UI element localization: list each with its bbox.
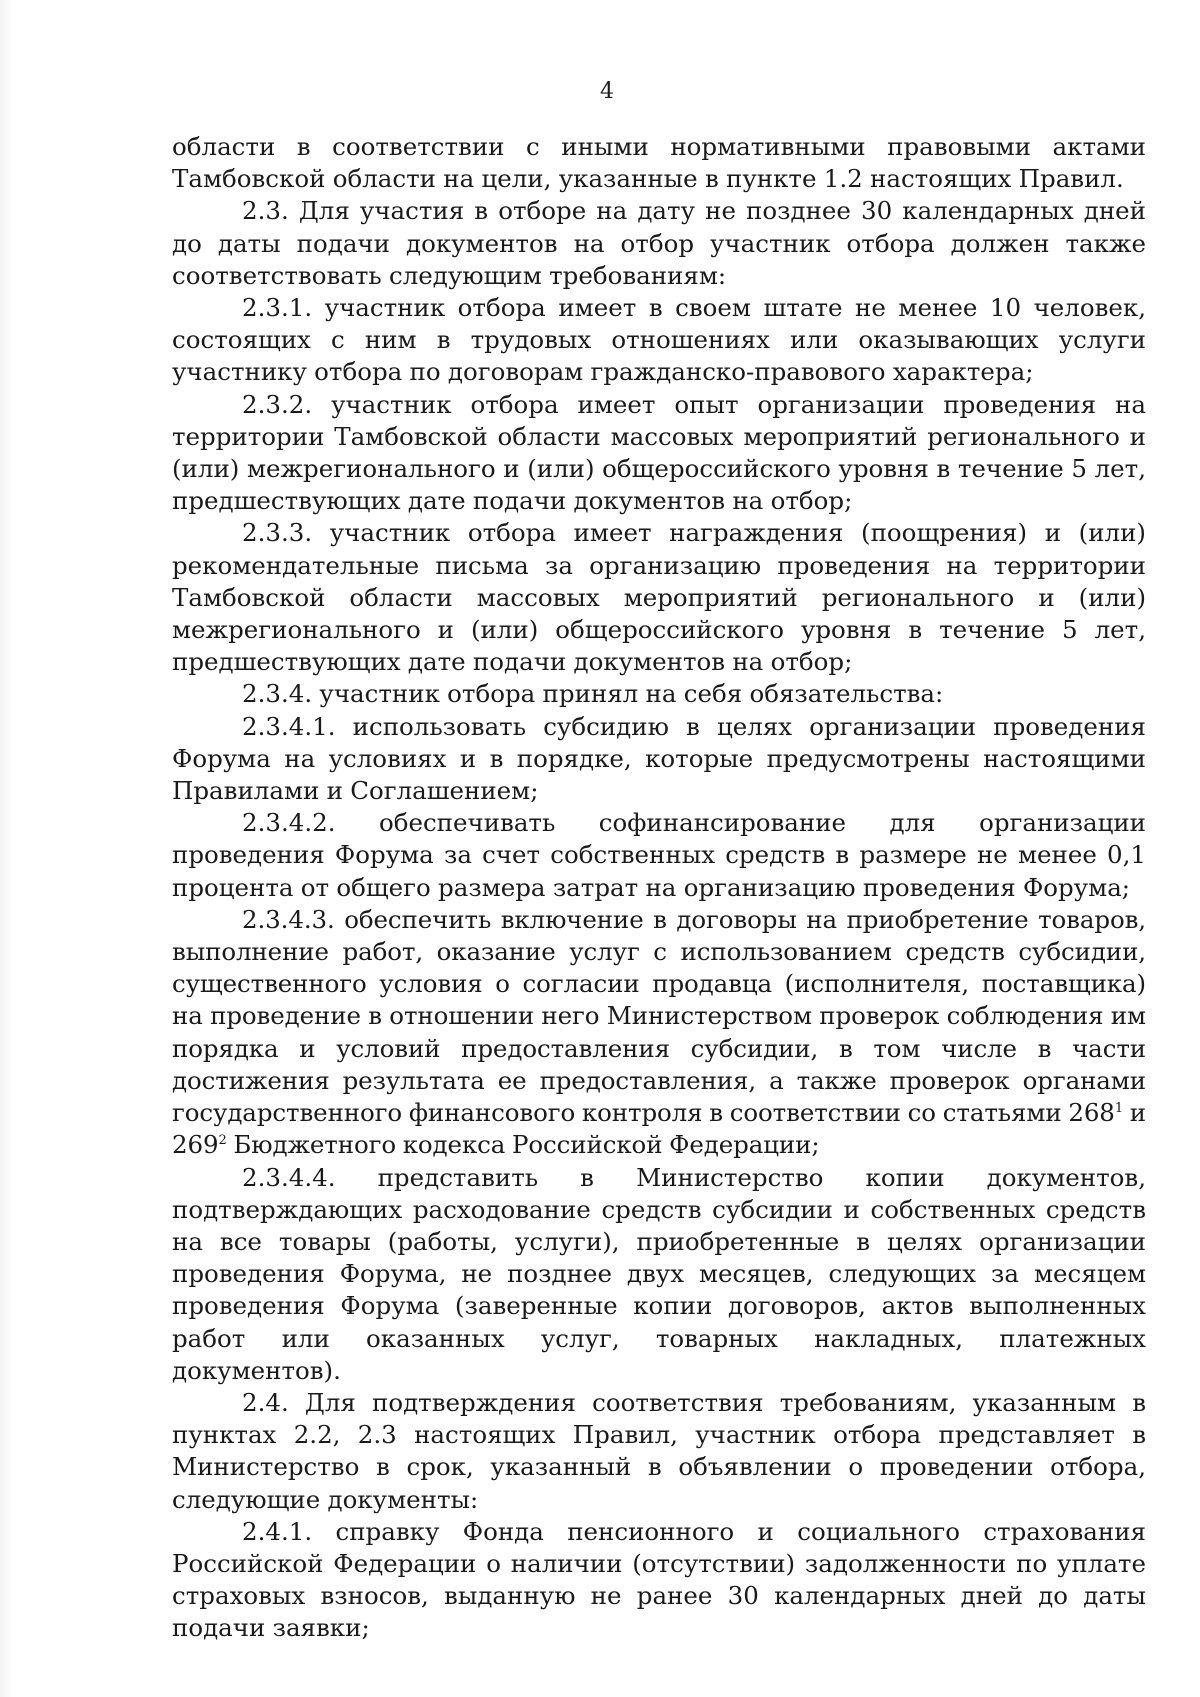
paragraph-2-3-4: 2.3.4. участник отбора принял на себя обязательства: (242, 679, 944, 709)
paragraph-2-3-4-3-text-start: 2.3.4.3. обеспечить включение в договоры на приобретение товаров, выполнение работ, оказание услуг с использованием средств субсидии, существенного условия о согласии продавца (исполнителя, поставщика) на проведение в отношении него Министерством проверок соблюдения им порядка и условий предоставления субсидии, в том числе в части достижения результата ее предоставления, а также проверок органами государственного финансового контроля в соответствии со статьями 268 (172, 904, 1146, 1128)
paragraph-2-3-4-3-text-mid: и 269 (172, 1098, 1146, 1160)
paragraph-2-3-1: 2.3.1. участник отбора имеет в своем штате не менее 10 человек, состоящих с ним в трудовых отношениях или оказывающих услуги участнику отбора по договорам гражданско-правового характера; (172, 293, 1146, 387)
footnote-marker-268: 1 (1114, 1101, 1123, 1116)
paragraph-2-3-4-1: 2.3.4.1. использовать субсидию в целях организации проведения Форума на условиях и в порядке, которые предусмотрены настоящими Правилами и Соглашением; (172, 711, 1146, 806)
paragraph-2-3-4-2: 2.3.4.2. обеспечивать софинансирование для организации проведения Форума за счет собственных средств в размере не менее 0,1 процента от общего размера затрат на организацию проведения Форума; (172, 808, 1146, 902)
paragraph-2-3-3: 2.3.3. участник отбора имеет награждения (поощрения) и (или) рекомендательные письма за организацию проведения на территории Тамбовской области массовых мероприятий регионального и (или) межрегионального и (или) общероссийского уровня в течение 5 лет, предшествующих дате подачи документов на отбор; (172, 518, 1146, 677)
page-number: 4 (600, 79, 614, 104)
page-edge-shadow (0, 0, 14, 1697)
paragraph-2-4: 2.4. Для подтверждения соответствия требованиям, указанным в пунктах 2.2, 2.3 настоящих Правил, участник отбора представляет в Министерство в срок, указанный в объявлении о проведении отбора, следующие документы: (172, 1387, 1146, 1514)
paragraph-2-3-4-4: 2.3.4.4. представить в Министерство копии документов, подтверждающих расходование средств субсидии и собственных средств на все товары (работы, услуги), приобретенные в целях организации проведения Форума, не позднее двух месяцев, следующих за месяцем проведения Форума (заверенные копии договоров, актов выполненных работ или оказанных услуг, товарных накладных, платежных документов). (172, 1162, 1146, 1385)
paragraph-2-3-2: 2.3.2. участник отбора имеет опыт организации проведения на территории Тамбовской области массовых мероприятий регионального и (или) межрегионального и (или) общероссийского уровня в течение 5 лет, предшествующих дате подачи документов на отбор; (172, 389, 1146, 516)
footnote-marker-269: 2 (218, 1133, 227, 1149)
paragraph-2-3-4-3 (172, 904, 1146, 1162)
paragraph-2-4-1: 2.4.1. справку Фонда пенсионного и социального страхования Российской Федерации о наличии (отсутствии) задолженности по уплате страховых взносов, выданную не ранее 30 календарных дней до даты подачи заявки; (172, 1516, 1146, 1643)
paragraph-2-3: 2.3. Для участия в отборе на дату не позднее 30 календарных дней до даты подачи документов на отбор участник отбора должен также соответствовать следующим требованиям: (172, 196, 1146, 290)
paragraph-2-3-4-3-text-end: Бюджетного кодекса Российской Федерации; (226, 1130, 820, 1160)
document-body (172, 131, 1146, 1645)
paragraph-continuation: области в соответствии с иными нормативными правовыми актами Тамбовской области на цели, указанные в пункте 1.2 настоящих Правил. (172, 132, 1146, 194)
